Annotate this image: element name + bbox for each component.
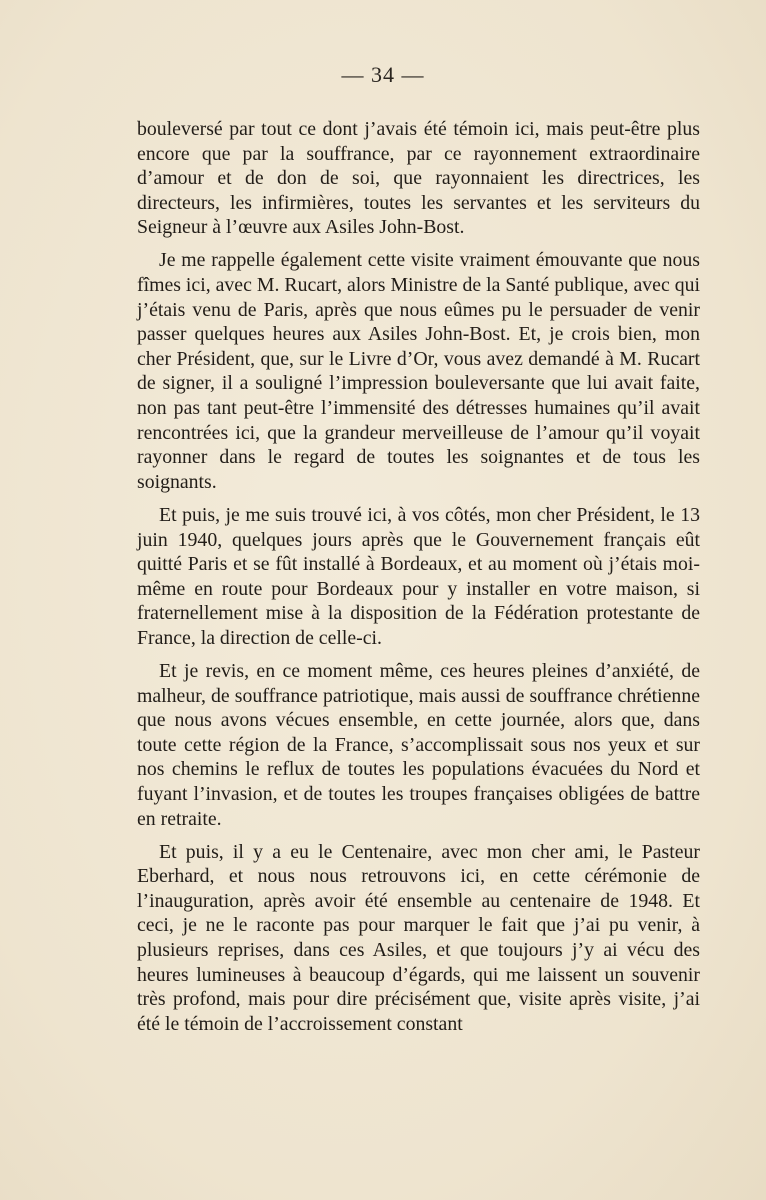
paragraph-4: Et je revis, en ce moment même, ces heures pleines d’anxiété, de malheur, de souffrance patriotique, mais aussi de souffrance chrétienne que nous avons vécues ensemble, en cette journée, alors que, dans toute cette région de la France, s’accomplissait sous nos yeux et sur nos chemins le reflux de toutes les populations évacuées du Nord et fuyant l’invasion, et de toutes les troupes françaises obligées de battre en retraite.: [137, 659, 700, 830]
paragraph-5: Et puis, il y a eu le Centenaire, avec mon cher ami, le Pasteur Eberhard, et nous nous retrouvons ici, en cette cérémonie de l’inauguration, après avoir été ensemble au centenaire de 1948. Et ceci, je ne le raconte pas pour marquer le fait que j’ai pu venir, à plusieurs reprises, dans ces Asiles, et que toujours j’y ai vécu des heures lumineuses à beaucoup d’égards, qui me laissent un souvenir très profond, mais pour dire précisément que, visite après visite, j’ai été le témoin de l’accroissement constant: [137, 840, 700, 1035]
paragraph-1: bouleversé par tout ce dont j’avais été témoin ici, mais peut-être plus encore que par la souffrance, par ce rayonnement extraordinaire d’amour et de don de soi, que rayonnaient les directrices, les directeurs, les infirmières, toutes les servantes et les serviteurs du Seigneur à l’œuvre aux Asiles John-Bost.: [137, 118, 700, 239]
page-number: — 34 —: [341, 62, 425, 87]
paragraph-2: Je me rappelle également cette visite vraiment émouvante que nous fîmes ici, avec M. Rucart, alors Ministre de la Santé publique, avec qui j’étais venu de Paris, après que nous eûmes pu le persuader de venir passer quelques heures aux Asiles John-Bost. Et, je crois bien, mon cher Président, que, sur le Livre d’Or, vous avez demandé à M. Rucart de signer, il a souligné l’impression bouleversante que lui avait faite, non pas tant peut-être l’immensité des détresses humaines qu’il avait rencontrées ici, que la grandeur merveilleuse de l’amour qu’il voyait rayonner dans le regard de toutes les soignantes et de tous les soignants.: [137, 249, 700, 493]
body-text: [137, 117, 700, 1045]
paragraph-3: Et puis, je me suis trouvé ici, à vos côtés, mon cher Président, le 13 juin 1940, quelques jours après que le Gouvernement français eût quitté Paris et se fût installé à Bordeaux, et au moment où j’étais moi-même en route pour Bordeaux pour y installer en votre maison, si fraternellement mise à la disposition de la Fédération protestante de France, la direction de celle-ci.: [137, 503, 700, 649]
